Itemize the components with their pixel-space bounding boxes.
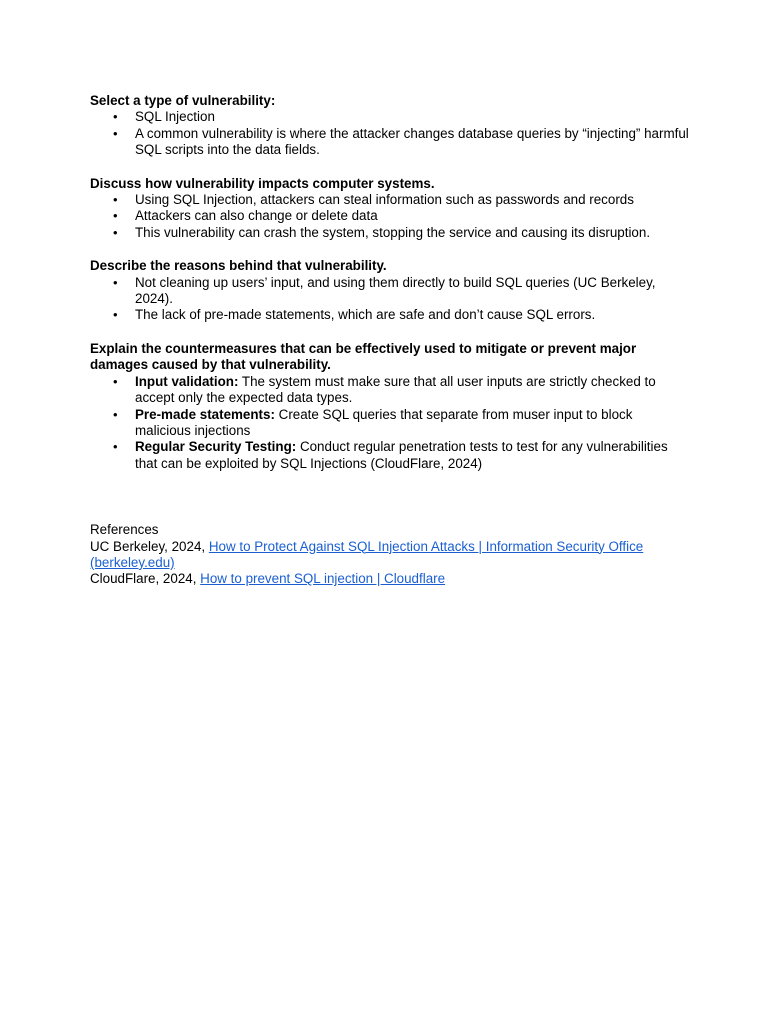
bullet-list bbox=[90, 192, 690, 241]
list-item-term: Input validation: bbox=[135, 373, 239, 389]
document-page bbox=[90, 93, 690, 588]
bullet-icon: • bbox=[113, 192, 118, 208]
list-item bbox=[90, 192, 690, 208]
list-item bbox=[90, 208, 690, 224]
reference-prefix: CloudFlare, 2024, bbox=[90, 571, 201, 587]
list-item-text: Using SQL Injection, attackers can steal information such as passwords and records bbox=[135, 192, 634, 208]
bullet-icon: • bbox=[113, 125, 118, 141]
section-reasons bbox=[90, 258, 690, 324]
bullet-icon: • bbox=[113, 224, 118, 240]
list-item bbox=[90, 225, 690, 241]
section-heading: Explain the countermeasures that can be effectively used to mitigate or prevent major damages caused by that vulnerability. bbox=[90, 340, 637, 373]
reference-item bbox=[90, 539, 690, 572]
list-item-text: Attackers can also change or delete data bbox=[135, 208, 378, 224]
reference-link-cloudflare[interactable]: How to prevent SQL injection | Cloudflare bbox=[200, 571, 446, 587]
list-item-text: A common vulnerability is where the attacker changes database queries by “injecting” harmful SQL scripts into the data fields. bbox=[135, 125, 689, 158]
bullet-list bbox=[90, 109, 690, 158]
list-item-text: Not cleaning up users’ input, and using them directly to build SQL queries (UC Berkeley, 2024). bbox=[135, 274, 656, 307]
list-item-term: Regular Security Testing: bbox=[135, 439, 297, 455]
section-heading: Discuss how vulnerability impacts computer systems. bbox=[90, 175, 435, 191]
list-item bbox=[90, 374, 690, 407]
section-impacts bbox=[90, 176, 690, 242]
section-vulnerability-type bbox=[90, 93, 690, 159]
list-item bbox=[90, 126, 690, 159]
section-heading: Describe the reasons behind that vulnerability. bbox=[90, 258, 387, 274]
reference-item bbox=[90, 571, 690, 587]
bullet-list bbox=[90, 275, 690, 324]
list-item bbox=[90, 109, 690, 125]
bullet-icon: • bbox=[113, 208, 118, 224]
reference-link-berkeley[interactable]: How to Protect Against SQL Injection Attacks | Information Security Office (berkeley.edu) bbox=[90, 538, 644, 570]
list-item bbox=[90, 407, 690, 440]
bullet-icon: • bbox=[113, 274, 118, 290]
section-countermeasures bbox=[90, 341, 690, 472]
section-heading: Select a type of vulnerability: bbox=[90, 93, 276, 108]
list-item-text: SQL Injection bbox=[135, 109, 215, 125]
list-item bbox=[90, 275, 690, 308]
list-item-text: This vulnerability can crash the system, stopping the service and causing its disruption. bbox=[135, 224, 651, 240]
list-item-text: Conduct regular penetration tests to test for any vulnerabilities that can be exploited by SQL Injections (CloudFlare, 2024) bbox=[135, 439, 668, 471]
bullet-icon: • bbox=[113, 439, 118, 455]
bullet-icon: • bbox=[113, 109, 118, 125]
references-section bbox=[90, 522, 690, 588]
list-item bbox=[90, 439, 690, 472]
references-title: References bbox=[90, 522, 159, 538]
list-item-text: The system must make sure that all user inputs are strictly checked to accept only the expected data types. bbox=[135, 373, 656, 406]
list-item bbox=[90, 307, 690, 323]
list-item-text: The lack of pre-made statements, which are safe and don’t cause SQL errors. bbox=[135, 307, 596, 323]
bullet-list bbox=[90, 374, 690, 472]
bullet-icon: • bbox=[113, 307, 118, 323]
reference-prefix: UC Berkeley, 2024, bbox=[90, 538, 209, 554]
bullet-icon: • bbox=[113, 373, 118, 389]
bullet-icon: • bbox=[113, 406, 118, 422]
list-item-text: Create SQL queries that separate from muser input to block malicious injections bbox=[135, 406, 633, 438]
list-item-term: Pre-made statements: bbox=[135, 406, 275, 422]
